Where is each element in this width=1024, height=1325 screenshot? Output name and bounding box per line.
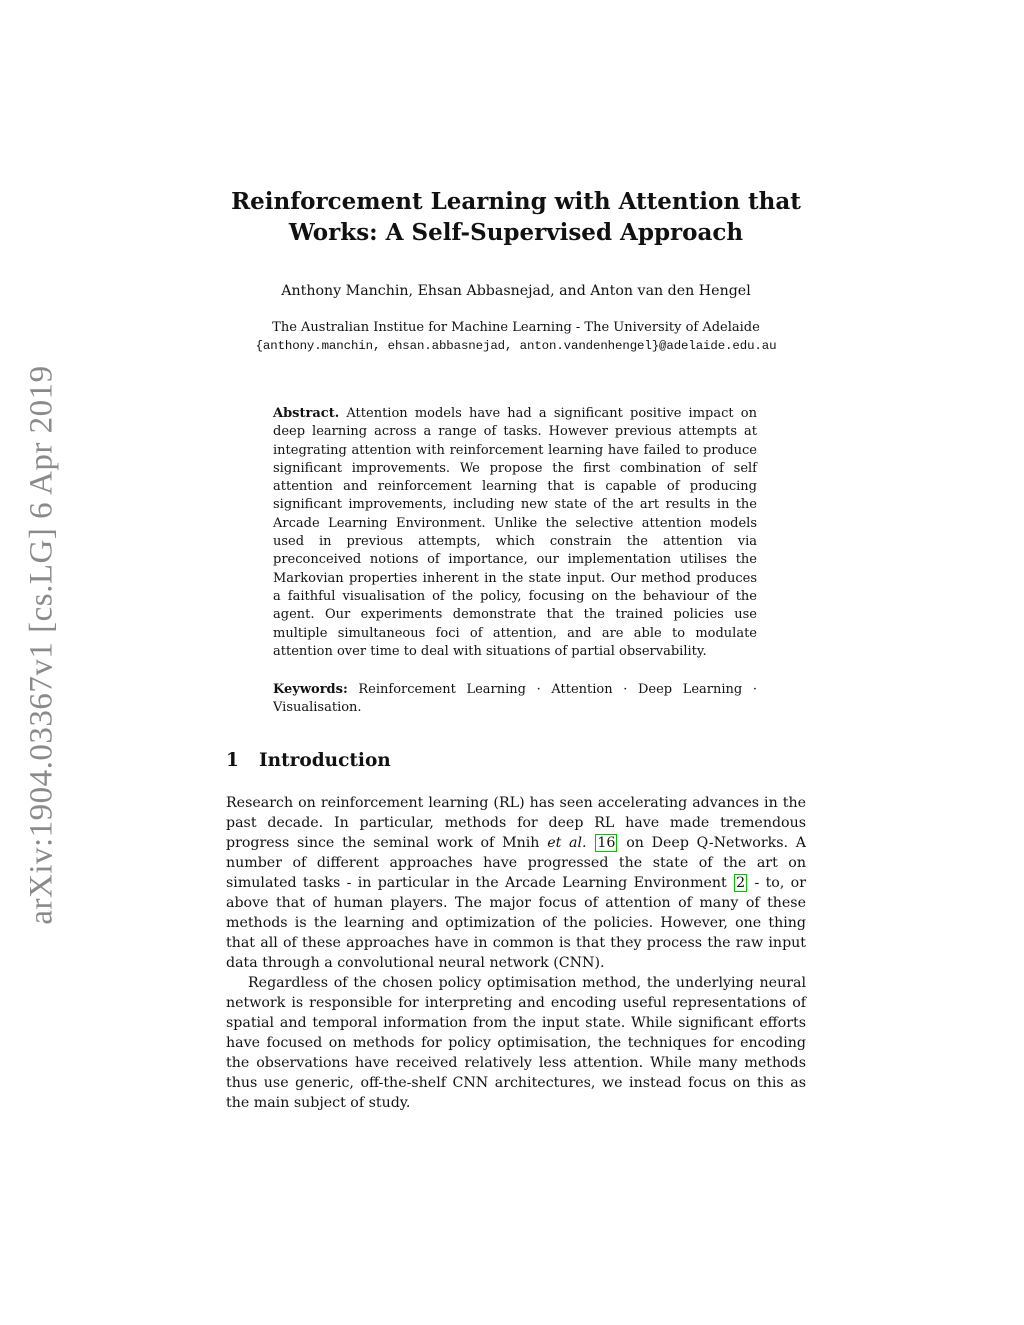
citation-link[interactable]: 2	[736, 875, 746, 891]
section-number: 1	[226, 750, 239, 771]
et-al: et al.	[547, 835, 587, 851]
paragraph-text: Research on reinforcement learning (RL) has seen accelerating advances in the past decade. In particular, methods for deep RL have made tremendous progress since the seminal work of Mnih	[226, 795, 806, 851]
keywords-label: Keywords:	[273, 682, 348, 697]
paragraph	[226, 793, 806, 973]
paper-title	[226, 186, 806, 248]
section-heading	[226, 750, 806, 771]
author-list: Anthony Manchin, Ehsan Abbasnejad, and Anton van den Hengel	[281, 283, 751, 299]
paragraph-text: - to, or above that of human players. The major focus of attention of many of these methods is the learning and optimization of the policies. However, one thing that all of these approaches have in common is that they process the raw input data through a convolutional neural network (CNN).	[226, 875, 806, 971]
paragraph-text: on Deep Q-Networks. A number of different approaches have progressed the state of the art on simulated tasks - in particular in the Arcade Learning Environment	[226, 835, 807, 891]
abstract	[273, 405, 757, 661]
abstract-label: Abstract.	[273, 406, 340, 421]
affiliation: The Australian Institue for Machine Learning - The University of Adelaide	[272, 320, 760, 335]
section-title: Introduction	[259, 750, 391, 771]
author-emails: {anthony.manchin, ehsan.abbasnejad, anton.vandenhengel}@adelaide.edu.au	[255, 339, 777, 353]
title-line-2: Works: A Self-Supervised Approach	[288, 219, 744, 246]
paragraph: Regardless of the chosen policy optimisation method, the underlying neural network is responsible for interpreting and encoding useful representations of spatial and temporal information from the input state. While significant efforts have focused on methods for policy optimisation, the techniques for encoding the observations have received relatively less attention. While many methods thus use generic, off-the-shelf CNN architectures, we instead focus on this as the main subject of study.	[226, 975, 806, 1111]
introduction-body	[226, 793, 806, 1113]
keywords-text: Reinforcement Learning · Attention · Deep Learning · Visualisation.	[273, 682, 757, 716]
title-line-1: Reinforcement Learning with Attention that	[231, 188, 801, 215]
keywords	[273, 681, 757, 718]
abstract-text: Attention models have had a significant positive impact on deep learning across a range of tasks. However previous attempts at integrating attention with reinforcement learning have failed to produce significant improvements. We propose the first combination of self attention and reinforcement learning that is capable of producing significant improvements, including new state of the art results in the Arcade Learning Environment. Unlike the selective attention models used in previous attempts, which constrain the attention via preconceived notions of importance, our implementation utilises the Markovian properties inherent in the state input. Our method produces a faithful visualisation of the policy, focusing on the behaviour of the agent. Our experiments demonstrate that the trained policies use multiple simultaneous foci of attention, and are able to modulate attention over time to deal with situations of partial observability.	[273, 406, 757, 659]
arxiv-identifier: arXiv:1904.03367v1 [cs.LG] 6 Apr 2019	[23, 365, 60, 925]
citation-link[interactable]: 16	[597, 835, 616, 851]
